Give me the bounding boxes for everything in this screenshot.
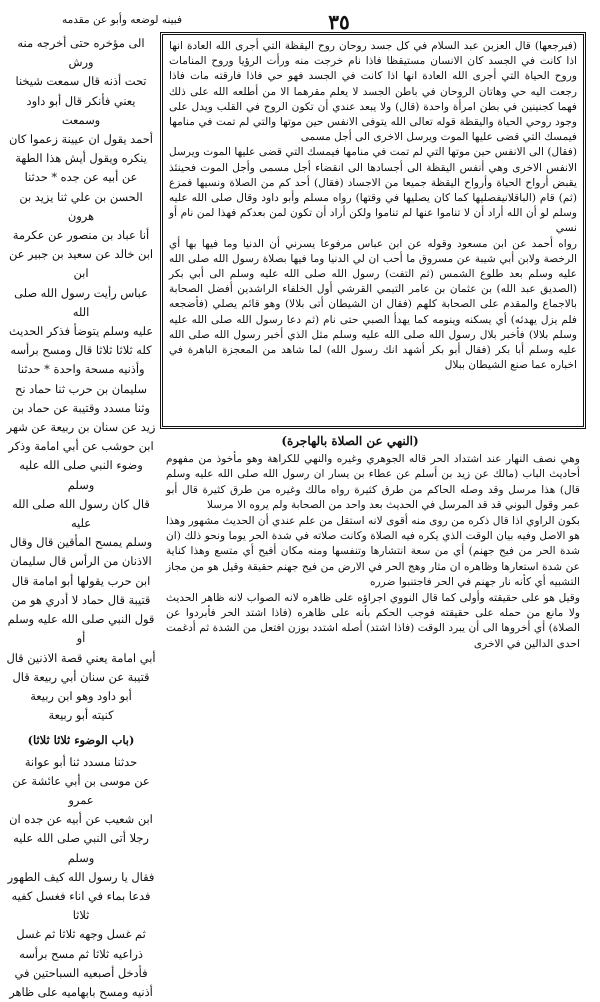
margin-line: أذنيه ومسح بابهاميه على ظاهر	[9, 984, 153, 999]
margin-line: سليمان بن حرب ثنا حماد نح	[15, 381, 147, 396]
main-paragraph: رواه أحمد عن ابن مسعود وقوله عن ابن عباس مرفوعا يسرني أن الدنيا وما فيها بها أي الرخصة ولابن أبي شيبة عن مسروق ما أحب ان لي الدنيا وما فيها بصلاة رسول الله صلى الله عليه وسلم بعد طلوع الشمس (ثم التفت) رسول الله صلى الله عليه وسلم الى أبي بكر (الصديق عبد الله) بن عثمان بن عامر التيمي القرشي أول الخلفاء الراشدين أفضل الصحابة بالاجماع والمقدم على الصحابة كلهم (فقال ان الشيطان أتى بلالا) وهو قائم يصلي (فأضجعه فلم يزل يهدئه) أي يسكنه وينومه كما يهدأ الصبي حتى نام (ثم دعا رسول الله صلى الله عليه وسلم بلالا) فأخبر بلال رسول الله صلى الله عليه وسلم مثل الذي أخبر رسول الله صلى الله عليه وسلم أبا بكر (فقال أبو بكر أشهد انك رسول الله) لما شاهد من المعجزة الباهرة في اخباره عما صنع الشيطان ببلال	[169, 237, 577, 372]
margin-line: وثنا مسدد وقتيبة عن حماد بن	[12, 400, 150, 415]
margin-line: رجلا أتى النبي صلى الله عليه وسلم	[13, 831, 149, 865]
margin-line: قول النبي صلى الله عليه وسلم أو	[7, 612, 155, 646]
margin-line: الحسن بن علي ثنا يزيد بن هرون	[19, 189, 143, 223]
margin-section-title: (باب الوضوء ثلاثا ثلاثا)	[27, 733, 135, 748]
margin-line: فقال يا رسول الله كيف الطهور	[7, 869, 155, 884]
lower-paragraph: وقيل هو على حقيقته وأولى كما قال النووي اجراؤه على ظاهره لانه الصواب لانه ظاهر الحديث ولا مانع من حمله على حقيقته فوجب الحكم بأنه على ظاهره (فاذا اشتد الحر فأبردوا عن الصلاة) أي أخروها الى أن يبرد الوقت (فاذا اشتد) أصله اشتدد بوزن افتعل من الشدة ثم أدغمت احدى الدالين في الاخرى	[166, 591, 580, 650]
main-paragraph: (فقال) الى الانفس حين موتها التي لم تمت في منامها فيمسك التي قضى عليها الموت ويرسل الانفس الاخرى وهي أنفس اليقظة الى أجسادها الى انقضاء أجل مسمى وأجل الموت فحينئذ يقبض أرواح الحياة وأرواح اليقظة جميعا من الاجساد (فقال) أحد كم من الصلاة ونسيها فمزع (ثم) قام (الباقلانيفصليها كما كان يصليها في وقتها) رواه مسلم وأبو داود وقال صلى الله عليه وسلم لو أن الله أراد أن لا تناموا عنها لم تناموا ولكن أراد أن تكون لمن بعدكم فهذا لمن نام أو نسي	[169, 146, 577, 235]
margin-line: عليه وسلم يتوضأ فذكر الحديث	[8, 324, 154, 339]
margin-line: وأذنيه مسحة واحدة * حدثنا	[17, 362, 145, 377]
lower-paragraph: وهي نصف النهار عند اشتداد الحر قاله الجوهري وغيره والنهي للكراهة وهو مأخوذ من مفهوم أحاديث الباب (مالك عن زيد بن أسلم عن عطاء بن يسار ان رسول الله صلى الله عليه وسلم قال) هذا مرسل وقد وصله الحاكم من طرق كثيرة رواه مالك وغيره من طرق كثيرة قال أبو عمر وقول البوني قد قد المرسل في الحديث بعد واحد من الصحابة ولم يروه الا مرسلا	[166, 453, 580, 512]
margin-line: تحت أذنه قال سمعت شيخنا	[15, 74, 147, 89]
margin-line: ثم غسل وجهه ثلاثا ثم غسل	[16, 927, 146, 942]
margin-line: ابن حرب يقولها أبو امامة قال	[11, 573, 151, 588]
main-text-box	[160, 32, 586, 429]
margin-line: وسلم يمسح المأقين قال وقال	[9, 535, 153, 550]
page-header	[6, 4, 594, 32]
margin-line: ينكره ويقول أيش هذا الطهة	[15, 151, 147, 166]
margin-commentary	[6, 34, 156, 999]
margin-line: ابن حوشب عن أبي امامة وذكر	[8, 439, 154, 454]
main-paragraph: (فيرجعها) قال العزبن عبد السلام في كل جسد روحان روح اليقظة التي أجرى الله العادة انها اذا كانت في الجسد كان الانسان مستيقظا فاذا نام خرجت منه ورأت الرؤيا وروح المنامات وروح الحياة التي أجرى الله العادة انها اذا كانت في الجسد فهو حي فاذا فارقته مات فاذا رجعت اليه حي وهاتان الروحان في باطن الجسد لا يعلم مقرهما الا من أطلعه الله على ذلك فهما كجنينين في بطن امرأة واحدة (قال) ولا يبعد عندي أن تكون الروح في القلب ويدل على وجود روحي الحياة واليقظة قوله تعالى الله يتوفى الانفس حين موتها والتي لم تمت في منامها فيمسك التي قضى عليها الموت ويرسل الاخرى الى أجل مسمى	[169, 40, 577, 144]
margin-line: ذراعيه ثلاثا ثم مسح برأسه	[19, 946, 143, 961]
margin-line: عباس رأيت رسول الله صلى الله	[14, 285, 148, 319]
margin-line: قتيبة عن سنان أبي ربيعة قال	[12, 669, 150, 684]
margin-line: فأدخل أصبعيه السباحتين في	[14, 965, 148, 980]
margin-line: أحمد يقول ان عيينة زعموا كان	[9, 132, 153, 147]
margin-line: حدثنا مسدد ثنا أبو عوانة	[24, 754, 138, 769]
header-margin-note: فبينه لوضعه وأبو عن مقدمه	[61, 14, 182, 26]
page-number: ٣٥	[328, 10, 350, 34]
margin-line: قتيبة قال حماد لا أدري هو من	[11, 592, 151, 607]
margin-line: كنيته أبو ربيعة	[48, 708, 114, 723]
margin-line: أبو داود وهو ابن ربيعة	[30, 688, 132, 703]
margin-line: ابن خالد عن سعيد بن جبير عن ابن	[8, 247, 154, 281]
margin-line: وضوء النبي صلى الله عليه وسلم	[19, 458, 143, 492]
margin-line: كله ثلاثا ثلاثا قال ومسح برأسه	[10, 343, 152, 358]
margin-line: عن أبيه عن جده * حدثنا	[24, 170, 138, 185]
margin-line: الى مؤخره حتى أخرجه منه ورش	[17, 36, 145, 70]
margin-line: قال كان رسول الله صلى الله عليه	[12, 496, 150, 531]
margin-line: فدعا بماء في اناء فغسل كفيه ثلاثا	[11, 888, 151, 923]
lower-paragraph: بكون الراوي اذا قال ذكره من روى منه أقوى لانه استقل من علم عندي أن الحديث مشهور وهذا هو الاصل وفيه بيان الوقت الذي يكره فيه الصلاة وكانت صلاته في شدة الحر يوما ونحو ذلك (ان شدة الحر من فيح جهنم) أي من سعة انتشارها وتنفسها ومنه مكان أفيح أي متسع وهذا كناية عن شدة استعارها وظاهره ان مثار وهج الحر في الارض من فيح جهنم حقيقة وقيل هو من مجاز التشبيه أي كأنه نار جهنم في الحر فاجتنبوا ضرره	[166, 514, 580, 589]
margin-line: ابن شعيب عن أبيه عن جده ان	[9, 812, 153, 827]
section-title: (النهي عن الصلاة بالهاجرة)	[281, 434, 419, 448]
margin-line: الاذنان من الرأس قال سليمان	[10, 554, 152, 569]
lower-text-block	[160, 452, 586, 842]
margin-line: أبي امامة يعني قصة الاذنين قال	[6, 650, 156, 665]
margin-line: يعني فأنكر قال أبو داود وسمعت	[26, 93, 136, 127]
margin-line: عن موسى بن أبي عائشة عن عمرو	[12, 773, 150, 807]
margin-line: زيد عن سنان بن ربيعة عن شهر	[6, 420, 156, 435]
margin-line: أنا عباد بن منصور عن عكرمة	[12, 228, 150, 243]
